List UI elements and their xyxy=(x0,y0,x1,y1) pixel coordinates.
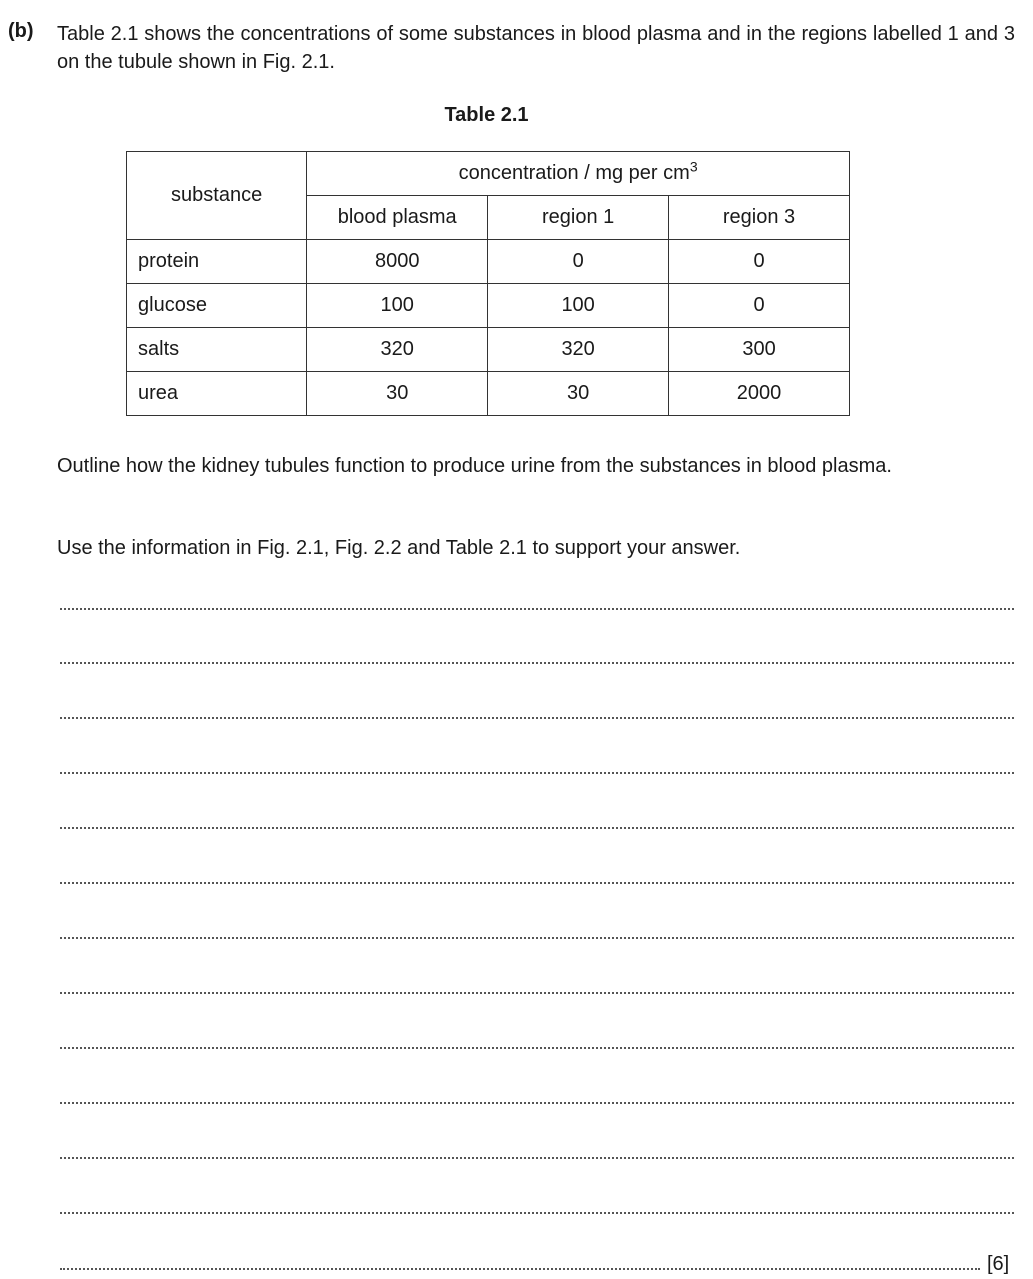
answer-line[interactable] xyxy=(60,608,1014,610)
answer-line[interactable] xyxy=(60,882,1014,884)
header-concentration xyxy=(307,152,850,196)
row-substance-name: protein xyxy=(127,240,307,284)
question-text: Outline how the kidney tubules function to produce urine from the substances in blood plasma. xyxy=(57,455,892,477)
row-value-blood-plasma: 30 xyxy=(307,372,488,416)
row-value-region-1: 100 xyxy=(488,284,669,328)
answer-line[interactable] xyxy=(60,992,1014,994)
table-title: Table 2.1 xyxy=(444,104,529,126)
header-region-3: region 3 xyxy=(669,196,850,240)
marks-label: [6] xyxy=(987,1253,1010,1275)
header-region-1: region 1 xyxy=(488,196,669,240)
row-value-region-3: 2000 xyxy=(669,372,850,416)
row-substance-name: salts xyxy=(127,328,307,372)
answer-line[interactable] xyxy=(60,1212,1014,1214)
header-concentration-text: concentration / mg per cm xyxy=(458,162,690,184)
table-row xyxy=(127,328,850,372)
instruction-text: Use the information in Fig. 2.1, Fig. 2.2 and Table 2.1 to support your answer. xyxy=(57,537,741,559)
answer-line[interactable] xyxy=(60,1047,1014,1049)
row-value-region-3: 300 xyxy=(669,328,850,372)
row-value-region-1: 0 xyxy=(488,240,669,284)
row-substance-name: urea xyxy=(127,372,307,416)
table-row xyxy=(127,284,850,328)
answer-line[interactable] xyxy=(60,1268,980,1270)
table-header-row xyxy=(127,152,850,196)
header-concentration-superscript: 3 xyxy=(689,158,698,175)
part-label: (b) xyxy=(8,20,34,42)
answer-line[interactable] xyxy=(60,717,1014,719)
answer-line[interactable] xyxy=(60,662,1014,664)
row-value-blood-plasma: 100 xyxy=(307,284,488,328)
answer-line[interactable] xyxy=(60,937,1014,939)
row-substance-name: glucose xyxy=(127,284,307,328)
row-value-region-3: 0 xyxy=(669,284,850,328)
row-value-region-3: 0 xyxy=(669,240,850,284)
header-blood-plasma: blood plasma xyxy=(307,196,488,240)
answer-line[interactable] xyxy=(60,772,1014,774)
answer-line[interactable] xyxy=(60,1102,1014,1104)
table-row xyxy=(127,240,850,284)
answer-line[interactable] xyxy=(60,827,1014,829)
row-value-blood-plasma: 8000 xyxy=(307,240,488,284)
header-substance: substance xyxy=(127,152,307,240)
answer-line[interactable] xyxy=(60,1157,1014,1159)
row-value-blood-plasma: 320 xyxy=(307,328,488,372)
table-row xyxy=(127,372,850,416)
intro-text: Table 2.1 shows the concentrations of some substances in blood plasma and in the regions labelled 1 and 3 on the tubule shown in Fig. 2.1. xyxy=(57,23,1015,73)
row-value-region-1: 320 xyxy=(488,328,669,372)
row-value-region-1: 30 xyxy=(488,372,669,416)
concentration-table xyxy=(126,151,850,416)
